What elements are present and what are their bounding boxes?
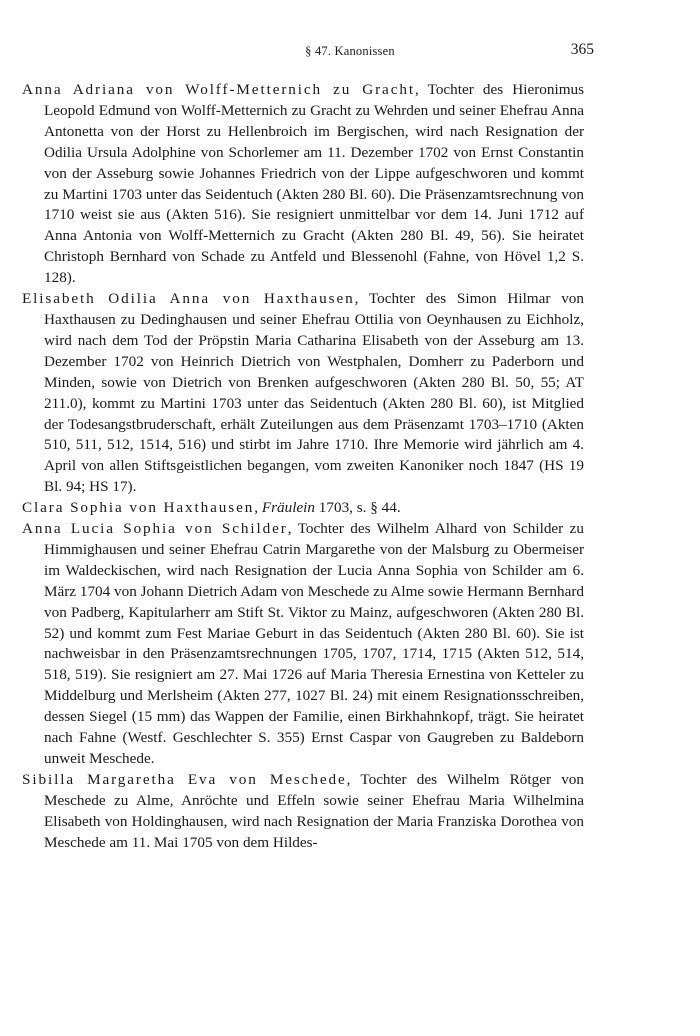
entry-name: Clara Sophia von Haxthausen: [22, 499, 255, 517]
biography-entry: [22, 80, 584, 289]
entry-italic-term: Fräulein: [261, 499, 315, 517]
entry-name: Anna Adriana von Wolff-Metternich zu Gracht: [22, 81, 415, 98]
header-title: § 47. Kanonissen: [305, 44, 395, 58]
entry-text: , Tochter des Simon Hilmar von Haxthausen zu Dedinghausen und seiner Ehefrau Ottilia von Oeynhausen zu Eichholz, wird nach dem Tod der Pröpstin Maria Catharina Elisabeth von der Asseburg am 13. Dezember 1702 von Heinrich Dietrich von Westphalen, Domherr zu Paderborn und Minden, sowie von Dietrich von Brenken aufgeschworen (Akten 280 Bl. 50, 55; AT 211.0), kommt zu Martini 1703 unter das Seidentuch (Akten 280 Bl. 60), ist Mitglied der Todesangstbruderschaft, erhält Zuteilungen aus dem Präsenzamt 1703–1710 (Akten 510, 511, 512, 1514, 516) und stirbt im Jahre 1710. Ihre Memorie wird jährlich am 4. April von allen Stiftsgeistlichen begangen, vom zweiten Kanoniker noch 1847 (HS 19 Bl. 94; HS 17).: [44, 290, 584, 496]
entry-name: Anna Lucia Sophia von Schilder: [22, 520, 288, 538]
biography-entry: [22, 289, 584, 498]
entry-name: Sibilla Margaretha Eva von Meschede: [22, 770, 347, 788]
running-header: [0, 40, 700, 64]
entry-name: Elisabeth Odilia Anna von Haxthausen: [22, 290, 355, 308]
entry-text-prefix: ,: [254, 499, 262, 517]
page-number: 365: [570, 41, 594, 58]
entry-text: , Tochter des Wilhelm Rötger von Meschede zu Alme, Anröchte und Effeln sowie seiner Ehefrau Maria Wilhelmina Elisabeth von Holdinghausen, wird nach Resignation der Maria Franziska Dorothea von Meschede am 11. Mai 1705 von dem Hildes-: [44, 770, 584, 851]
biography-entry: [22, 498, 584, 519]
page-body: [22, 80, 584, 854]
biography-entry: [22, 770, 584, 854]
biography-entry: [22, 519, 584, 770]
entry-text: , Tochter des Wilhelm Alhard von Schilder zu Himmighausen und seiner Ehefrau Catrin Margarethe von der Malsburg zu Obermeiser im Waldeckischen, wird nach Resignation der Lucia Anna Sophia von Schilder am 6. März 1704 von Johann Dietrich Adam von Meschede zu Alme sowie Hermann Bernhard von Padberg, Kapitularherr am Stift St. Viktor zu Mainz, aufgeschworen (Akten 280 Bl. 52) und kommt zum Fest Mariae Geburt in das Seidentuch (Akten 280 Bl. 60). Sie ist nachweisbar in den Präsenzamtsrechnungen 1705, 1707, 1714, 1715 (Akten 512, 514, 518, 519). Sie resigniert am 27. Mai 1726 auf Maria Theresia Ernestina von Ketteler zu Middelburg und Merlsheim (Akten 277, 1027 Bl. 24) mit einem Resignationsschreiben, dessen Siegel (15 mm) das Wappen der Familie, einen Birkhahnkopf, trägt. Sie heiratet nach Fahne (Westf. Geschlechter S. 355) Ernst Caspar von Gaugreben zu Baldeborn unweit Meschede.: [44, 520, 584, 767]
entry-text: 1703, s. § 44.: [315, 499, 401, 517]
entry-text: , Tochter des Hieronimus Leopold Edmund von Wolff-Metternich zu Gracht zu Wehrden und seiner Ehefrau Anna Antonetta von der Horst zu Hellenbroich im Bergischen, wird nach Resignation der Odilia Ursula Adolphine von Schorlemer am 11. Dezember 1702 von Ernst Constantin von der Asseburg sowie Johannes Friedrich von der Lippe aufgeschworen und kommt zu Martini 1703 unter das Seidentuch (Akten 280 Bl. 60). Die Präsenzamtsrechnung von 1710 weist sie aus (Akten 516). Sie resigniert unmittelbar vor dem 14. Juni 1712 auf Anna Antonia von Wolff-Metternich zu Gracht (Akten 280 Bl. 49, 56). Sie heiratet Christoph Bernhard von Schade zu Antfeld und Blessenohl (Fahne, von Hövel 1,2 S. 128).: [44, 81, 585, 287]
